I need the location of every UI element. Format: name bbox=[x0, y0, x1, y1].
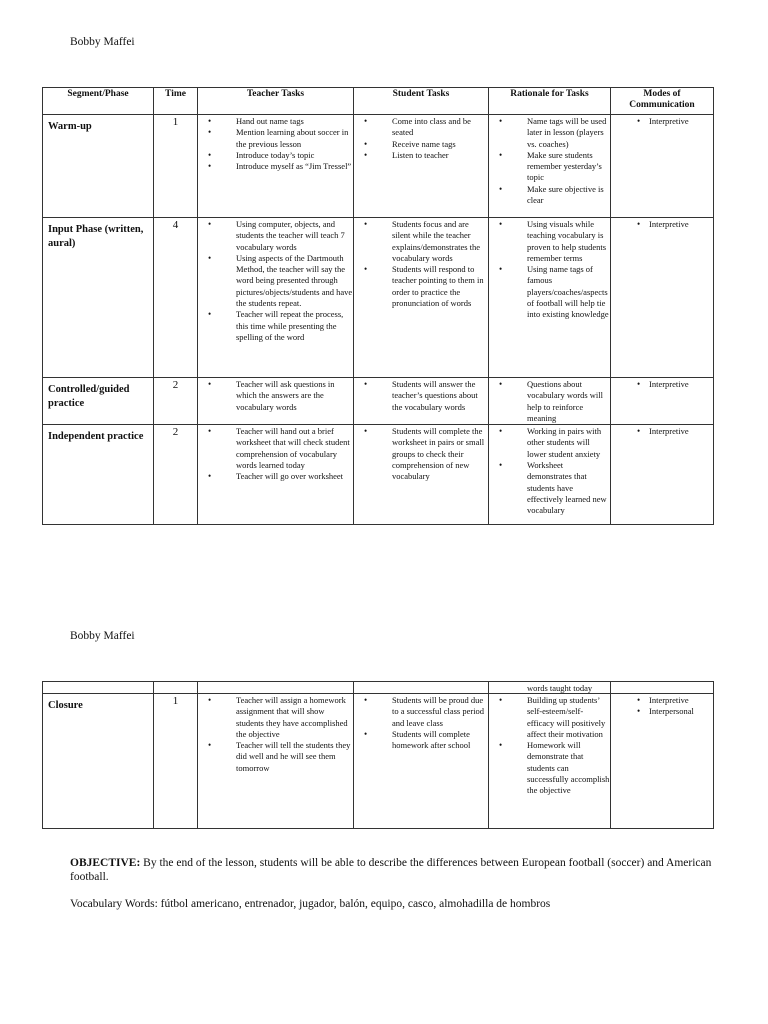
teacher-tasks-cell bbox=[198, 115, 354, 218]
student-list bbox=[354, 379, 488, 413]
table-row bbox=[43, 425, 714, 525]
list-item: • Hand out name tags bbox=[236, 116, 353, 127]
list-item: • Questions about vocabulary words will help to reinforce meaning bbox=[527, 379, 610, 424]
list-item: • Interpretive bbox=[649, 426, 713, 437]
student-tasks-cell bbox=[354, 425, 489, 525]
table-header-row bbox=[43, 88, 714, 115]
teacher-list bbox=[198, 219, 353, 343]
list-item: • Teacher will assign a homework assignment that will show students they have accomplished the objective bbox=[236, 695, 353, 740]
list-item: • Interpretive bbox=[649, 379, 713, 390]
header-modes: Modes of Communication bbox=[611, 88, 714, 115]
modes-list bbox=[611, 426, 713, 437]
header-student-tasks: Student Tasks bbox=[354, 88, 489, 115]
rationale-list bbox=[489, 379, 610, 424]
modes-cell bbox=[611, 425, 714, 525]
segment-cell: Closure bbox=[43, 694, 154, 829]
list-item: • Come into class and be seated bbox=[392, 116, 488, 139]
time-cell: 2 bbox=[154, 378, 198, 425]
closure-table bbox=[42, 681, 714, 829]
list-item: • Listen to teacher bbox=[392, 150, 488, 161]
list-item: • Name tags will be used later in lesson (players vs. coaches) bbox=[527, 116, 610, 150]
modes-cell bbox=[611, 694, 714, 829]
author-name-page2: Bobby Maffei bbox=[70, 630, 135, 642]
list-item: • Working in pairs with other students will lower student anxiety bbox=[527, 426, 610, 460]
student-tasks-cell bbox=[354, 218, 489, 378]
modes-list bbox=[611, 695, 713, 718]
rationale-cell bbox=[489, 218, 611, 378]
list-item: • Make sure students remember yesterday’s topic bbox=[527, 150, 610, 184]
header-rationale: Rationale for Tasks bbox=[489, 88, 611, 115]
list-item: • Teacher will repeat the process, this time while presenting the spelling of the word bbox=[236, 309, 353, 343]
teacher-tasks-cell bbox=[198, 218, 354, 378]
continued-text: words taught today bbox=[489, 682, 611, 694]
segment-cell: Warm-up bbox=[43, 115, 154, 218]
table-row bbox=[43, 218, 714, 378]
table-row bbox=[43, 115, 714, 218]
rationale-cell bbox=[489, 378, 611, 425]
student-list bbox=[354, 219, 488, 309]
list-item: • Receive name tags bbox=[392, 139, 488, 150]
time-cell: 1 bbox=[154, 115, 198, 218]
list-item: • Using aspects of the Dartmouth Method, the teacher will say the word being presented through pictures/objects/students and have the students repeat. bbox=[236, 253, 353, 309]
teacher-list bbox=[198, 379, 353, 413]
teacher-list bbox=[198, 695, 353, 774]
modes-cell bbox=[611, 218, 714, 378]
list-item: • Teacher will tell the students they did well and he will see them tomorrow bbox=[236, 740, 353, 774]
modes-list bbox=[611, 219, 713, 230]
rationale-cell bbox=[489, 425, 611, 525]
teacher-list bbox=[198, 116, 353, 172]
list-item: • Teacher will ask questions in which the answers are the vocabulary words bbox=[236, 379, 353, 413]
table-row bbox=[43, 694, 714, 829]
list-item: • Students will complete the worksheet in pairs or small groups to check their comprehension of new vocabulary bbox=[392, 426, 488, 482]
rationale-cell bbox=[489, 694, 611, 829]
modes-list bbox=[611, 116, 713, 127]
student-tasks-cell bbox=[354, 378, 489, 425]
rationale-list bbox=[489, 426, 610, 516]
author-name: Bobby Maffei bbox=[70, 36, 135, 48]
modes-list bbox=[611, 379, 713, 390]
list-item: • Homework will demonstrate that students can successfully accomplish the objective bbox=[527, 740, 610, 796]
header-teacher-tasks: Teacher Tasks bbox=[198, 88, 354, 115]
segment-cell: Input Phase (written, aural) bbox=[43, 218, 154, 378]
student-tasks-cell bbox=[354, 115, 489, 218]
teacher-tasks-cell bbox=[198, 694, 354, 829]
list-item: • Introduce myself as “Jim Tressel” bbox=[236, 161, 353, 172]
teacher-tasks-cell bbox=[198, 425, 354, 525]
list-item: • Using visuals while teaching vocabulary is proven to help students remember terms bbox=[527, 219, 610, 264]
list-item: • Make sure objective is clear bbox=[527, 184, 610, 207]
list-item: • Using name tags of famous players/coaches/aspects of football will help tie into existing knowledge bbox=[527, 264, 610, 320]
student-list bbox=[354, 116, 488, 161]
rationale-list bbox=[489, 219, 610, 321]
student-tasks-cell bbox=[354, 694, 489, 829]
list-item: • Students will answer the teacher’s questions about the vocabulary words bbox=[392, 379, 488, 413]
list-item: • Students will complete homework after school bbox=[392, 729, 488, 752]
list-item: • Students will respond to teacher pointing to them in order to practice the pronunciation of words bbox=[392, 264, 488, 309]
list-item: • Worksheet demonstrates that students have effectively learned new vocabulary bbox=[527, 460, 610, 516]
list-item: • Teacher will hand out a brief worksheet that will check student comprehension of vocabulary words learned today bbox=[236, 426, 353, 471]
list-item: • Introduce today’s topic bbox=[236, 150, 353, 161]
list-item: • Interpersonal bbox=[649, 706, 713, 717]
list-item: • Interpretive bbox=[649, 116, 713, 127]
list-item: • Mention learning about soccer in the previous lesson bbox=[236, 127, 353, 150]
rationale-list bbox=[489, 116, 610, 206]
modes-cell bbox=[611, 115, 714, 218]
list-item: • Students focus and are silent while the teacher explains/demonstrates the vocabulary words bbox=[392, 219, 488, 264]
vocabulary-words: Vocabulary Words: fútbol americano, entrenador, jugador, balón, equipo, casco, almohadilla de hombros bbox=[70, 898, 551, 910]
segment-cell: Independent practice bbox=[43, 425, 154, 525]
list-item: • Interpretive bbox=[649, 219, 713, 230]
time-cell: 4 bbox=[154, 218, 198, 378]
objective-label: OBJECTIVE: bbox=[70, 857, 141, 869]
header-time: Time bbox=[154, 88, 198, 115]
objective-text: By the end of the lesson, students will be able to describe the differences between European football (soccer) and American football. bbox=[70, 857, 712, 883]
rationale-list bbox=[489, 695, 610, 797]
time-cell: 1 bbox=[154, 694, 198, 829]
time-cell: 2 bbox=[154, 425, 198, 525]
objective-paragraph bbox=[70, 856, 720, 884]
rationale-cell bbox=[489, 115, 611, 218]
list-item: • Interpretive bbox=[649, 695, 713, 706]
list-item: • Teacher will go over worksheet bbox=[236, 471, 353, 482]
student-list bbox=[354, 426, 488, 482]
list-item: • Using computer, objects, and students the teacher will teach 7 vocabulary words bbox=[236, 219, 353, 253]
student-list bbox=[354, 695, 488, 751]
modes-cell bbox=[611, 378, 714, 425]
lesson-plan-table bbox=[42, 87, 714, 525]
teacher-list bbox=[198, 426, 353, 482]
header-segment: Segment/Phase bbox=[43, 88, 154, 115]
continued-row bbox=[43, 682, 714, 694]
list-item: • Building up students’ self-esteem/self-efficacy will positively affect their motivation bbox=[527, 695, 610, 740]
teacher-tasks-cell bbox=[198, 378, 354, 425]
table-row bbox=[43, 378, 714, 425]
segment-cell: Controlled/guided practice bbox=[43, 378, 154, 425]
list-item: • Students will be proud due to a successful class period and leave class bbox=[392, 695, 488, 729]
